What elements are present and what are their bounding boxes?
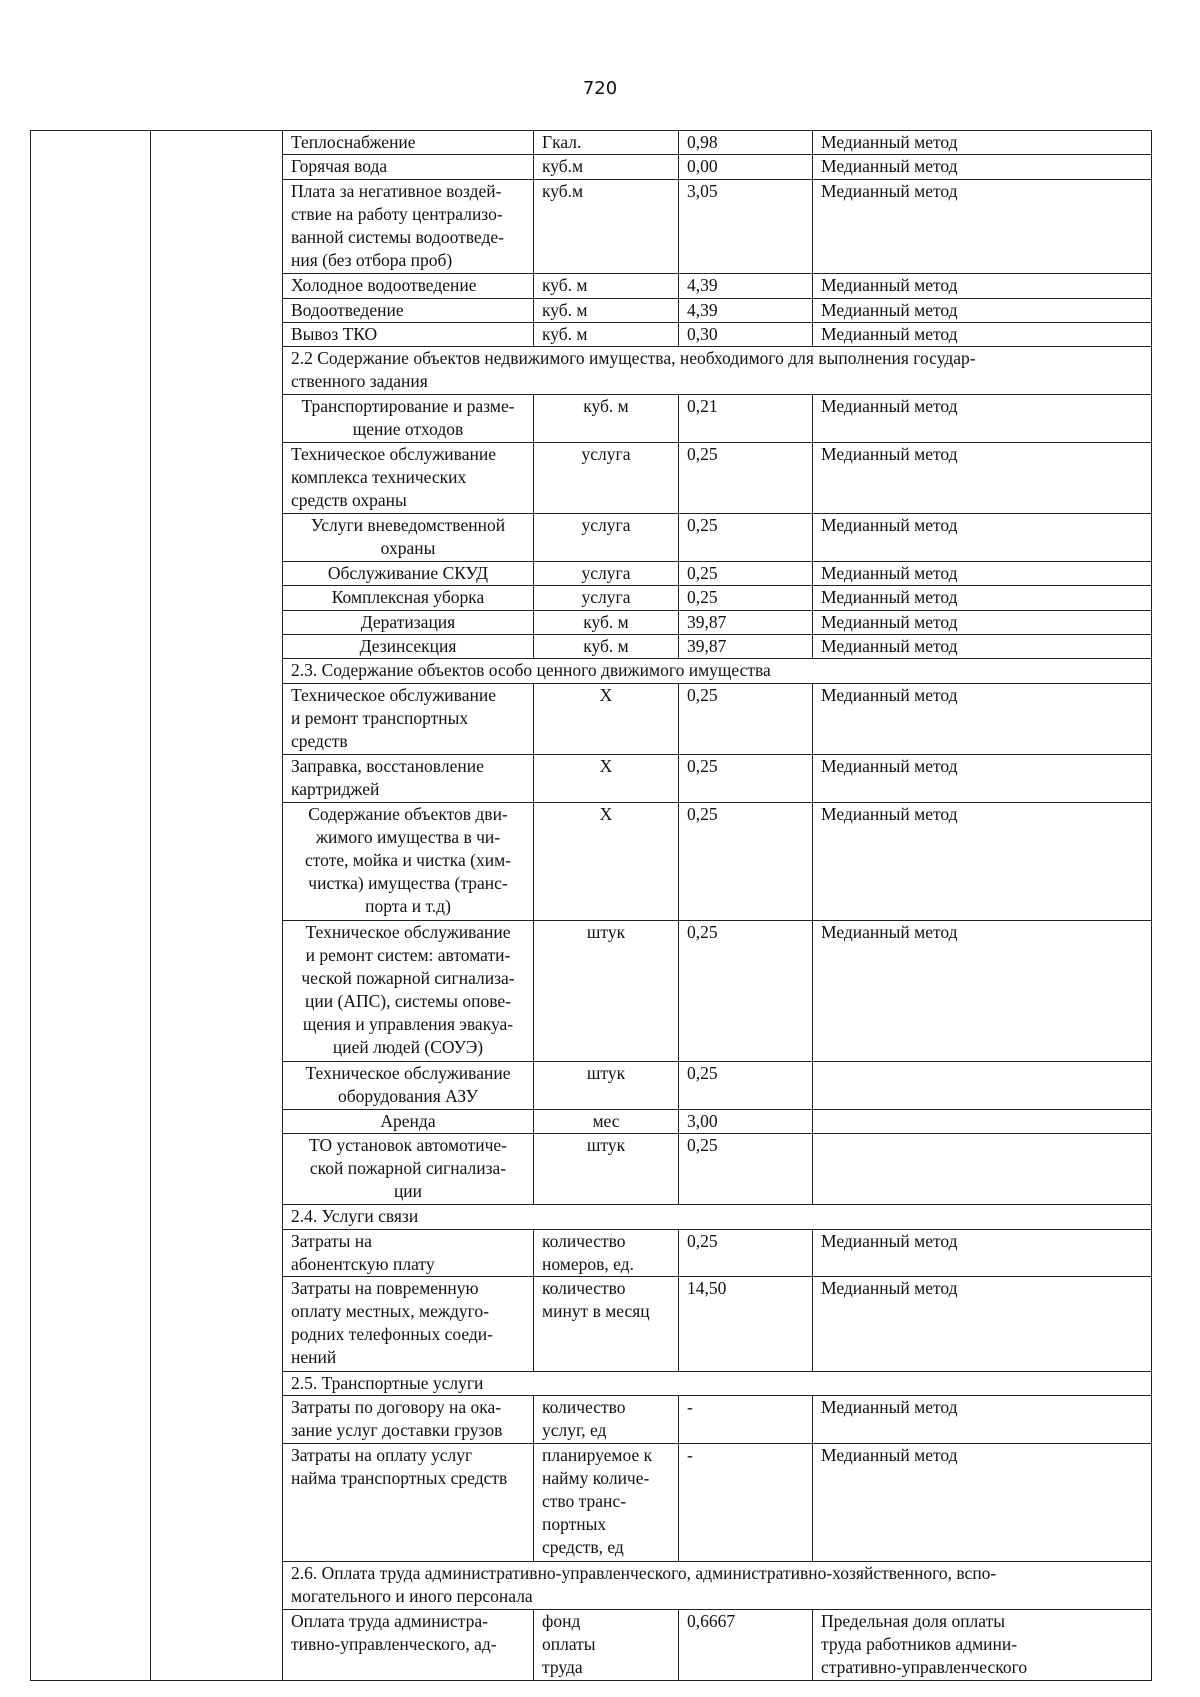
norm-value: 0,25 [679, 561, 813, 585]
calculation-method [813, 1109, 1152, 1133]
cost-item-name: Затраты на повременную оплату местных, междуго- родних телефонных соеди- нений [283, 1277, 534, 1372]
unit-of-measure: планируемое к найму количе- ство транс- портных средств, ед [534, 1444, 679, 1562]
norm-value: 3,05 [679, 179, 813, 274]
calculation-method: Медианный метод [813, 755, 1152, 803]
calculation-method: Медианный метод [813, 443, 1152, 514]
empty-column-2 [151, 131, 283, 1681]
calculation-method: Медианный метод [813, 635, 1152, 659]
calculation-method: Медианный метод [813, 1444, 1152, 1562]
section-heading: 2.4. Услуги связи [283, 1205, 1152, 1229]
calculation-method: Медианный метод [813, 586, 1152, 610]
cost-item-name: Водоотведение [283, 298, 534, 322]
section-heading: 2.6. Оплата труда административно-управленческого, административно-хозяйственного, вспо- могательного и иного персонала [283, 1561, 1152, 1609]
unit-of-measure: куб. м [534, 610, 679, 634]
section-heading: 2.5. Транспортные услуги [283, 1371, 1152, 1395]
section-heading: 2.2 Содержание объектов недвижимого имущества, необходимого для выполнения государ- ственного задания [283, 347, 1152, 395]
cost-item-name: Техническое обслуживание и ремонт систем: автомати- ческой пожарной сигнализа- ции (АПС), системы опове- щения и управления эвакуа- цией людей (СОУЭ) [283, 920, 534, 1061]
unit-of-measure: куб. м [534, 395, 679, 443]
norm-value: 0,25 [679, 683, 813, 754]
unit-of-measure: услуга [534, 514, 679, 562]
norm-value: - [679, 1396, 813, 1444]
norm-value: 0,25 [679, 514, 813, 562]
norm-value: 0,00 [679, 155, 813, 179]
calculation-method: Медианный метод [813, 920, 1152, 1061]
cost-item-name: Комплексная уборка [283, 586, 534, 610]
cost-item-name: Транспортирование и разме- щение отходов [283, 395, 534, 443]
norm-value: 4,39 [679, 274, 813, 298]
norm-value: 0,25 [679, 586, 813, 610]
norm-value: 4,39 [679, 298, 813, 322]
unit-of-measure: мес [534, 1109, 679, 1133]
unit-of-measure: куб.м [534, 179, 679, 274]
calculation-method: Медианный метод [813, 323, 1152, 347]
calculation-method: Медианный метод [813, 274, 1152, 298]
cost-item-name: Горячая вода [283, 155, 534, 179]
cost-item-name: Затраты по договору на ока- зание услуг доставки грузов [283, 1396, 534, 1444]
cost-norms-table [30, 130, 1152, 1681]
empty-column-1 [31, 131, 151, 1681]
unit-of-measure: штук [534, 920, 679, 1061]
cost-item-name: Обслуживание СКУД [283, 561, 534, 585]
norm-value: 3,00 [679, 1109, 813, 1133]
cost-item-name: Техническое обслуживание оборудования АЗУ [283, 1061, 534, 1109]
cost-item-name: Техническое обслуживание комплекса технических средств охраны [283, 443, 534, 514]
norm-value: 0,98 [679, 131, 813, 155]
cost-item-name: Холодное водоотведение [283, 274, 534, 298]
unit-of-measure: услуга [534, 561, 679, 585]
cost-item-name: ТО установок автомотиче- ской пожарной сигнализа- ции [283, 1134, 534, 1205]
unit-of-measure: Гкал. [534, 131, 679, 155]
cost-item-name: Аренда [283, 1109, 534, 1133]
unit-of-measure: Х [534, 683, 679, 754]
calculation-method [813, 1134, 1152, 1205]
calculation-method: Медианный метод [813, 131, 1152, 155]
calculation-method: Медианный метод [813, 683, 1152, 754]
calculation-method: Медианный метод [813, 179, 1152, 274]
unit-of-measure: фонд оплаты труда [534, 1609, 679, 1680]
cost-item-name: Затраты на оплату услуг найма транспортных средств [283, 1444, 534, 1562]
cost-item-name: Затраты на абонентскую плату [283, 1229, 534, 1277]
cost-item-name: Дезинсекция [283, 635, 534, 659]
table-row [31, 131, 1152, 155]
norm-value: 39,87 [679, 635, 813, 659]
cost-item-name: Содержание объектов дви- жимого имущества в чи- стоте, мойка и чистка (хим- чистка) имущества (транс- порта и т.д) [283, 802, 534, 920]
calculation-method: Медианный метод [813, 155, 1152, 179]
unit-of-measure: штук [534, 1061, 679, 1109]
norm-value: 0,30 [679, 323, 813, 347]
unit-of-measure: куб. м [534, 298, 679, 322]
cost-item-name: Вывоз ТКО [283, 323, 534, 347]
unit-of-measure: количество номеров, ед. [534, 1229, 679, 1277]
norm-value: 39,87 [679, 610, 813, 634]
norm-value: 0,25 [679, 1134, 813, 1205]
unit-of-measure: Х [534, 802, 679, 920]
calculation-method: Медианный метод [813, 1277, 1152, 1372]
unit-of-measure: количество услуг, ед [534, 1396, 679, 1444]
cost-item-name: Теплоснабжение [283, 131, 534, 155]
unit-of-measure: штук [534, 1134, 679, 1205]
unit-of-measure: куб.м [534, 155, 679, 179]
cost-item-name: Техническое обслуживание и ремонт транспортных средств [283, 683, 534, 754]
norm-value: 0,6667 [679, 1609, 813, 1680]
unit-of-measure: куб. м [534, 323, 679, 347]
section-heading: 2.3. Содержание объектов особо ценного движимого имущества [283, 659, 1152, 683]
calculation-method: Медианный метод [813, 561, 1152, 585]
norm-value: 0,21 [679, 395, 813, 443]
calculation-method: Медианный метод [813, 514, 1152, 562]
unit-of-measure: Х [534, 755, 679, 803]
unit-of-measure: куб. м [534, 274, 679, 298]
norm-value: 0,25 [679, 443, 813, 514]
unit-of-measure: услуга [534, 443, 679, 514]
norm-value: 0,25 [679, 755, 813, 803]
calculation-method: Медианный метод [813, 802, 1152, 920]
cost-item-name: Дератизация [283, 610, 534, 634]
unit-of-measure: услуга [534, 586, 679, 610]
cost-item-name: Оплата труда администра- тивно-управленческого, ад- [283, 1609, 534, 1680]
calculation-method: Медианный метод [813, 1229, 1152, 1277]
norm-value: 0,25 [679, 802, 813, 920]
norm-value: 14,50 [679, 1277, 813, 1372]
calculation-method: Предельная доля оплаты труда работников админи- стративно-управленческого [813, 1609, 1152, 1680]
calculation-method [813, 1061, 1152, 1109]
cost-item-name: Заправка, восстановление картриджей [283, 755, 534, 803]
cost-item-name: Плата за негативное воздей- ствие на работу централизо- ванной системы водоотведе- ния (без отбора проб) [283, 179, 534, 274]
calculation-method: Медианный метод [813, 395, 1152, 443]
page-number: 720 [582, 78, 618, 99]
calculation-method: Медианный метод [813, 1396, 1152, 1444]
calculation-method: Медианный метод [813, 610, 1152, 634]
norm-value: 0,25 [679, 1229, 813, 1277]
norm-value: - [679, 1444, 813, 1562]
cost-item-name: Услуги вневедомственной охраны [283, 514, 534, 562]
unit-of-measure: количество минут в месяц [534, 1277, 679, 1372]
calculation-method: Медианный метод [813, 298, 1152, 322]
norm-value: 0,25 [679, 1061, 813, 1109]
norm-value: 0,25 [679, 920, 813, 1061]
unit-of-measure: куб. м [534, 635, 679, 659]
